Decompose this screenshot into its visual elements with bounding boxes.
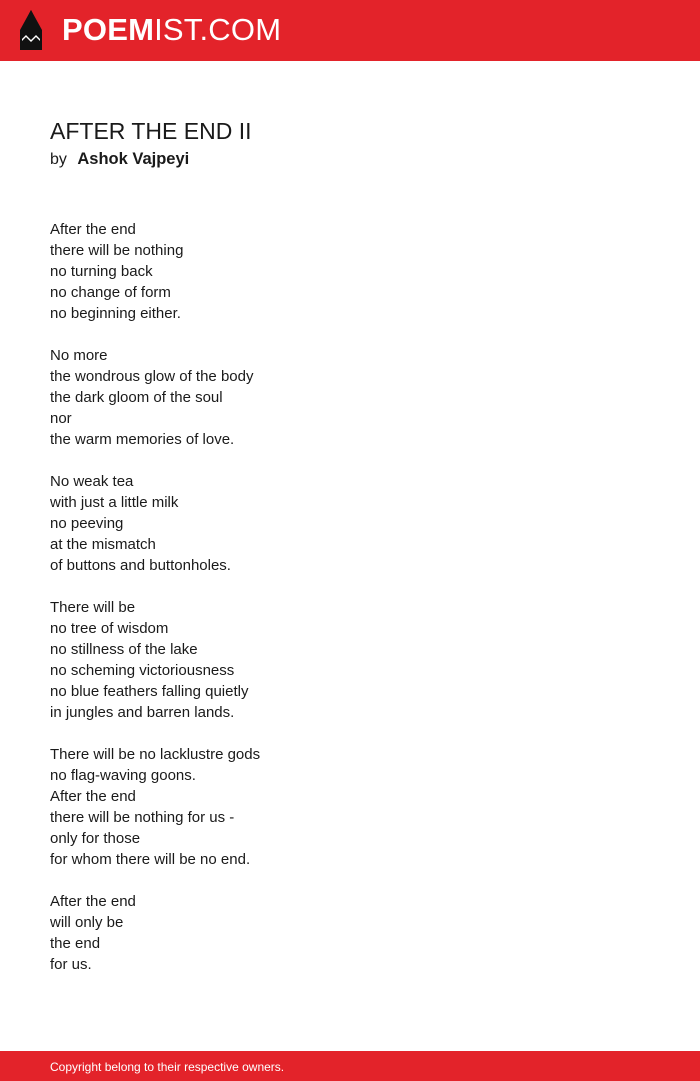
poem-line: no scheming victoriousness bbox=[50, 662, 235, 679]
poem-stanza bbox=[50, 345, 650, 450]
pencil-tip-icon bbox=[17, 10, 45, 52]
poem-line: no turning back bbox=[50, 263, 153, 280]
logo-text-bold: POEM bbox=[62, 12, 155, 47]
poem-stanza bbox=[50, 219, 650, 324]
poem-line: no peeving bbox=[50, 515, 124, 532]
poem-line: the warm memories of love. bbox=[50, 431, 235, 448]
copyright-notice: Copyright belong to their respective owners. bbox=[50, 1060, 285, 1074]
poem-line: no blue feathers falling quietly bbox=[50, 683, 249, 700]
logo-text-light: IST.COM bbox=[154, 12, 282, 47]
poem-stanza bbox=[50, 891, 650, 975]
poem-body bbox=[50, 219, 650, 996]
poem-line: will only be bbox=[50, 914, 124, 931]
poem-stanza bbox=[50, 744, 650, 870]
poem-stanza bbox=[50, 471, 650, 576]
poem-title: AFTER THE END II bbox=[50, 118, 252, 144]
poem-line: After the end bbox=[50, 221, 136, 238]
poem-line: After the end bbox=[50, 893, 136, 910]
by-label: by bbox=[50, 151, 67, 168]
poem-line: in jungles and barren lands. bbox=[50, 704, 235, 721]
poem-line: the dark gloom of the soul bbox=[50, 389, 223, 406]
poem-line: no beginning either. bbox=[50, 305, 181, 322]
poem-line: After the end bbox=[50, 788, 136, 805]
byline bbox=[50, 147, 189, 172]
site-logo[interactable] bbox=[62, 10, 281, 50]
poem-line: no tree of wisdom bbox=[50, 620, 169, 637]
poem-line: No more bbox=[50, 347, 108, 364]
poem-line: for whom there will be no end. bbox=[50, 851, 251, 868]
poem-line: the wondrous glow of the body bbox=[50, 368, 254, 385]
poem-line: There will be no lacklustre gods bbox=[50, 746, 261, 763]
poem-line: No weak tea bbox=[50, 473, 134, 490]
author-name: Ashok Vajpeyi bbox=[77, 150, 190, 168]
poem-line: with just a little milk bbox=[50, 494, 179, 511]
poem-line: there will be nothing for us - bbox=[50, 809, 235, 826]
poem-line: no change of form bbox=[50, 284, 171, 301]
poem-line: no flag-waving goons. bbox=[50, 767, 196, 784]
poem-stanza bbox=[50, 597, 650, 723]
site-footer bbox=[0, 1051, 700, 1081]
site-header bbox=[0, 0, 700, 61]
poem-line: the end bbox=[50, 935, 101, 952]
poem-line: no stillness of the lake bbox=[50, 641, 198, 658]
poem-line: There will be bbox=[50, 599, 136, 616]
poem-line: only for those bbox=[50, 830, 141, 847]
poem-line: at the mismatch bbox=[50, 536, 156, 553]
poem-line: nor bbox=[50, 410, 72, 427]
poem-line: for us. bbox=[50, 956, 92, 973]
poem-line: of buttons and buttonholes. bbox=[50, 557, 231, 574]
poem-line: there will be nothing bbox=[50, 242, 184, 259]
